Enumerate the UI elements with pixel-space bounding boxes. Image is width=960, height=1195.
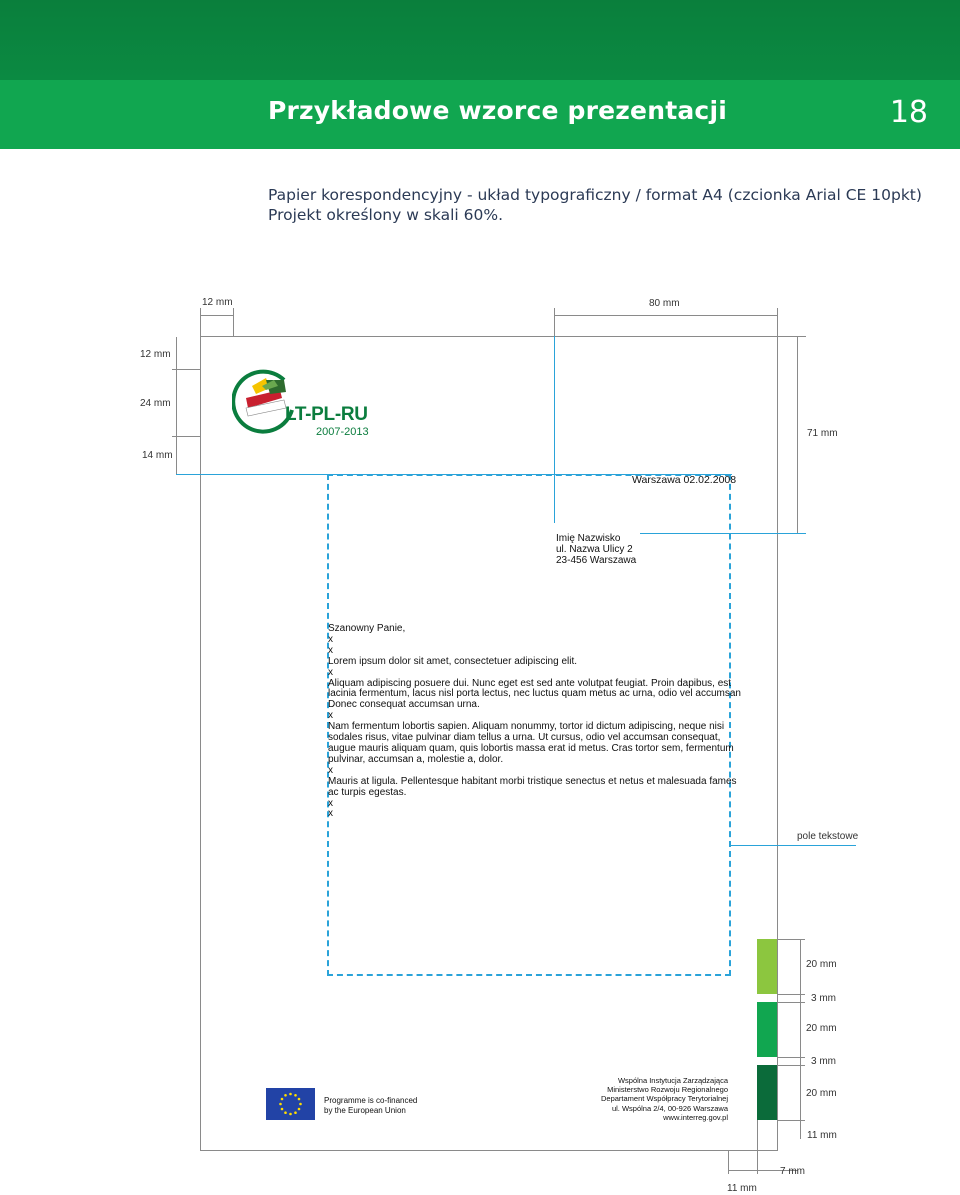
body-line: Lorem ipsum dolor sit amet, consectetuer adipiscing elit. bbox=[328, 655, 578, 667]
description-line-2: Projekt określony w skali 60%. bbox=[268, 206, 504, 224]
body-line: x bbox=[328, 666, 333, 678]
logo-years: 2007-2013 bbox=[316, 426, 369, 438]
body-line: Aliquam adipiscing posuere dui. Nunc eget est sed ante volutpat feugiat. Proin dapibus, est bbox=[328, 677, 732, 689]
eu-stars-icon bbox=[266, 1088, 315, 1120]
dim-tick bbox=[172, 436, 201, 437]
letter-date: Warszawa 02.02.2008 bbox=[632, 474, 737, 486]
page-border-left bbox=[200, 336, 201, 1151]
dim-label-swatch-3: 20 mm bbox=[806, 1088, 837, 1099]
dim-tick bbox=[757, 1120, 758, 1174]
institution-line: Ministerstwo Rozwoju Regionalnego bbox=[607, 1085, 728, 1095]
dim-tick bbox=[172, 369, 201, 370]
description-line-1: Papier korespondencyjny - układ typograficzny / format A4 (czcionka Arial CE 10pkt) bbox=[268, 186, 922, 204]
logo-name: LT-PL-RU bbox=[285, 404, 368, 425]
eu-cofinance-text bbox=[324, 1096, 417, 1116]
body-line: x bbox=[328, 710, 333, 722]
institution-block bbox=[578, 1076, 728, 1122]
body-line: x bbox=[328, 764, 333, 776]
eu-flag bbox=[266, 1088, 315, 1120]
body-line: Donec consequat accumsan urna. bbox=[328, 699, 480, 711]
dim-label-top-margin: 12 mm bbox=[202, 297, 233, 308]
top-band bbox=[0, 0, 960, 80]
page-title: Przykładowe wzorce prezentacji bbox=[268, 96, 727, 125]
dim-label-left-top: 12 mm bbox=[140, 349, 171, 360]
dim-label-logo-height: 24 mm bbox=[140, 398, 171, 409]
dim-tick bbox=[777, 1120, 805, 1121]
dim-tick bbox=[777, 336, 806, 337]
dim-tick bbox=[200, 308, 201, 336]
dim-tick bbox=[233, 308, 234, 336]
body-line: x bbox=[328, 808, 333, 820]
page-border-top bbox=[200, 336, 778, 337]
logo bbox=[232, 368, 372, 438]
body-line: augue mauris aliquam quam, quis lobortis massa erat id metus. Cras tortor sem, fermentum bbox=[328, 742, 734, 754]
dim-label-address-width: 80 mm bbox=[649, 298, 680, 309]
dim-line-swatches bbox=[800, 939, 801, 1139]
swatch-dark-green bbox=[757, 1065, 777, 1120]
body-line: x bbox=[328, 633, 333, 645]
recipient-name: Imię Nazwisko bbox=[556, 533, 621, 544]
body-line: ac turpis egestas. bbox=[328, 786, 407, 798]
body-line: sodales risus, vitae pulvinar diam tellus a urna. Ut cursus, odio vel accumsan consequat, bbox=[328, 732, 721, 744]
recipient-street: ul. Nazwa Ulicy 2 bbox=[556, 544, 633, 555]
dim-label-bottom-right: 11 mm bbox=[727, 1183, 757, 1194]
institution-line: Departament Współpracy Terytorialnej bbox=[601, 1094, 728, 1104]
institution-line: ul. Wspólna 2/4, 00-926 Warszawa bbox=[611, 1103, 728, 1113]
institution-line: www.interreg.gov.pl bbox=[663, 1112, 728, 1122]
dim-tick bbox=[777, 308, 778, 336]
eu-text-line-1: Programme is co-financed bbox=[324, 1096, 418, 1105]
dim-label-gap-2: 3 mm bbox=[811, 1056, 836, 1067]
body-line: x bbox=[328, 797, 333, 809]
dim-tick bbox=[777, 1002, 805, 1003]
body-line: Mauris at ligula. Pellentesque habitant morbi tristique senectus et netus et malesuada fames bbox=[328, 775, 737, 787]
body-line: Nam fermentum lobortis sapien. Aliquam nonummy, tortor id dictum adipiscing, neque nisi bbox=[328, 721, 725, 733]
swatch-green bbox=[757, 1002, 777, 1057]
dim-tick bbox=[777, 1065, 805, 1066]
body-line: Szanowny Panie, bbox=[328, 623, 406, 634]
dim-line-right-header bbox=[797, 337, 798, 533]
dim-label-swatch-1: 20 mm bbox=[806, 959, 837, 970]
recipient-city: 23-456 Warszawa bbox=[556, 555, 637, 566]
dim-label-gap-1: 3 mm bbox=[811, 993, 836, 1004]
dim-tick bbox=[777, 1057, 805, 1058]
eu-text-line-2: by the European Union bbox=[324, 1106, 406, 1115]
dim-label-bottom-margin: 11 mm bbox=[807, 1130, 837, 1141]
recipient-block bbox=[556, 533, 636, 566]
dim-tick bbox=[777, 939, 805, 940]
page-border-bottom bbox=[200, 1150, 778, 1151]
body-line: lacinia fermentum, lacus nisl porta lectus, nec luctus quam metus ac urna, odio vel accumsan bbox=[328, 688, 741, 700]
text-field-guide-line bbox=[729, 845, 856, 846]
page-number: 18 bbox=[889, 95, 928, 130]
institution-line: Wspólna Instytucja Zarządzająca bbox=[617, 1076, 728, 1085]
page-border-right bbox=[777, 336, 778, 1151]
dim-line-address-width bbox=[554, 315, 778, 316]
text-field-label: pole tekstowe bbox=[797, 831, 859, 842]
body-line: pulvinar, accumsan a, molestie a, dolor. bbox=[328, 753, 504, 765]
dim-tick bbox=[777, 994, 805, 995]
swatch-light-green bbox=[757, 939, 777, 994]
dim-line-top-margin bbox=[200, 315, 234, 316]
body-line: x bbox=[328, 644, 333, 656]
dim-label-right-header: 71 mm bbox=[807, 428, 838, 439]
dim-line-left bbox=[176, 337, 177, 475]
letter-body bbox=[328, 623, 741, 820]
dim-label-swatch-2: 20 mm bbox=[806, 1023, 837, 1034]
dim-label-logo-gap: 14 mm bbox=[142, 450, 173, 461]
description bbox=[268, 185, 922, 225]
dim-label-swatch-right-gap: 7 mm bbox=[780, 1166, 805, 1177]
dim-tick bbox=[554, 308, 555, 336]
